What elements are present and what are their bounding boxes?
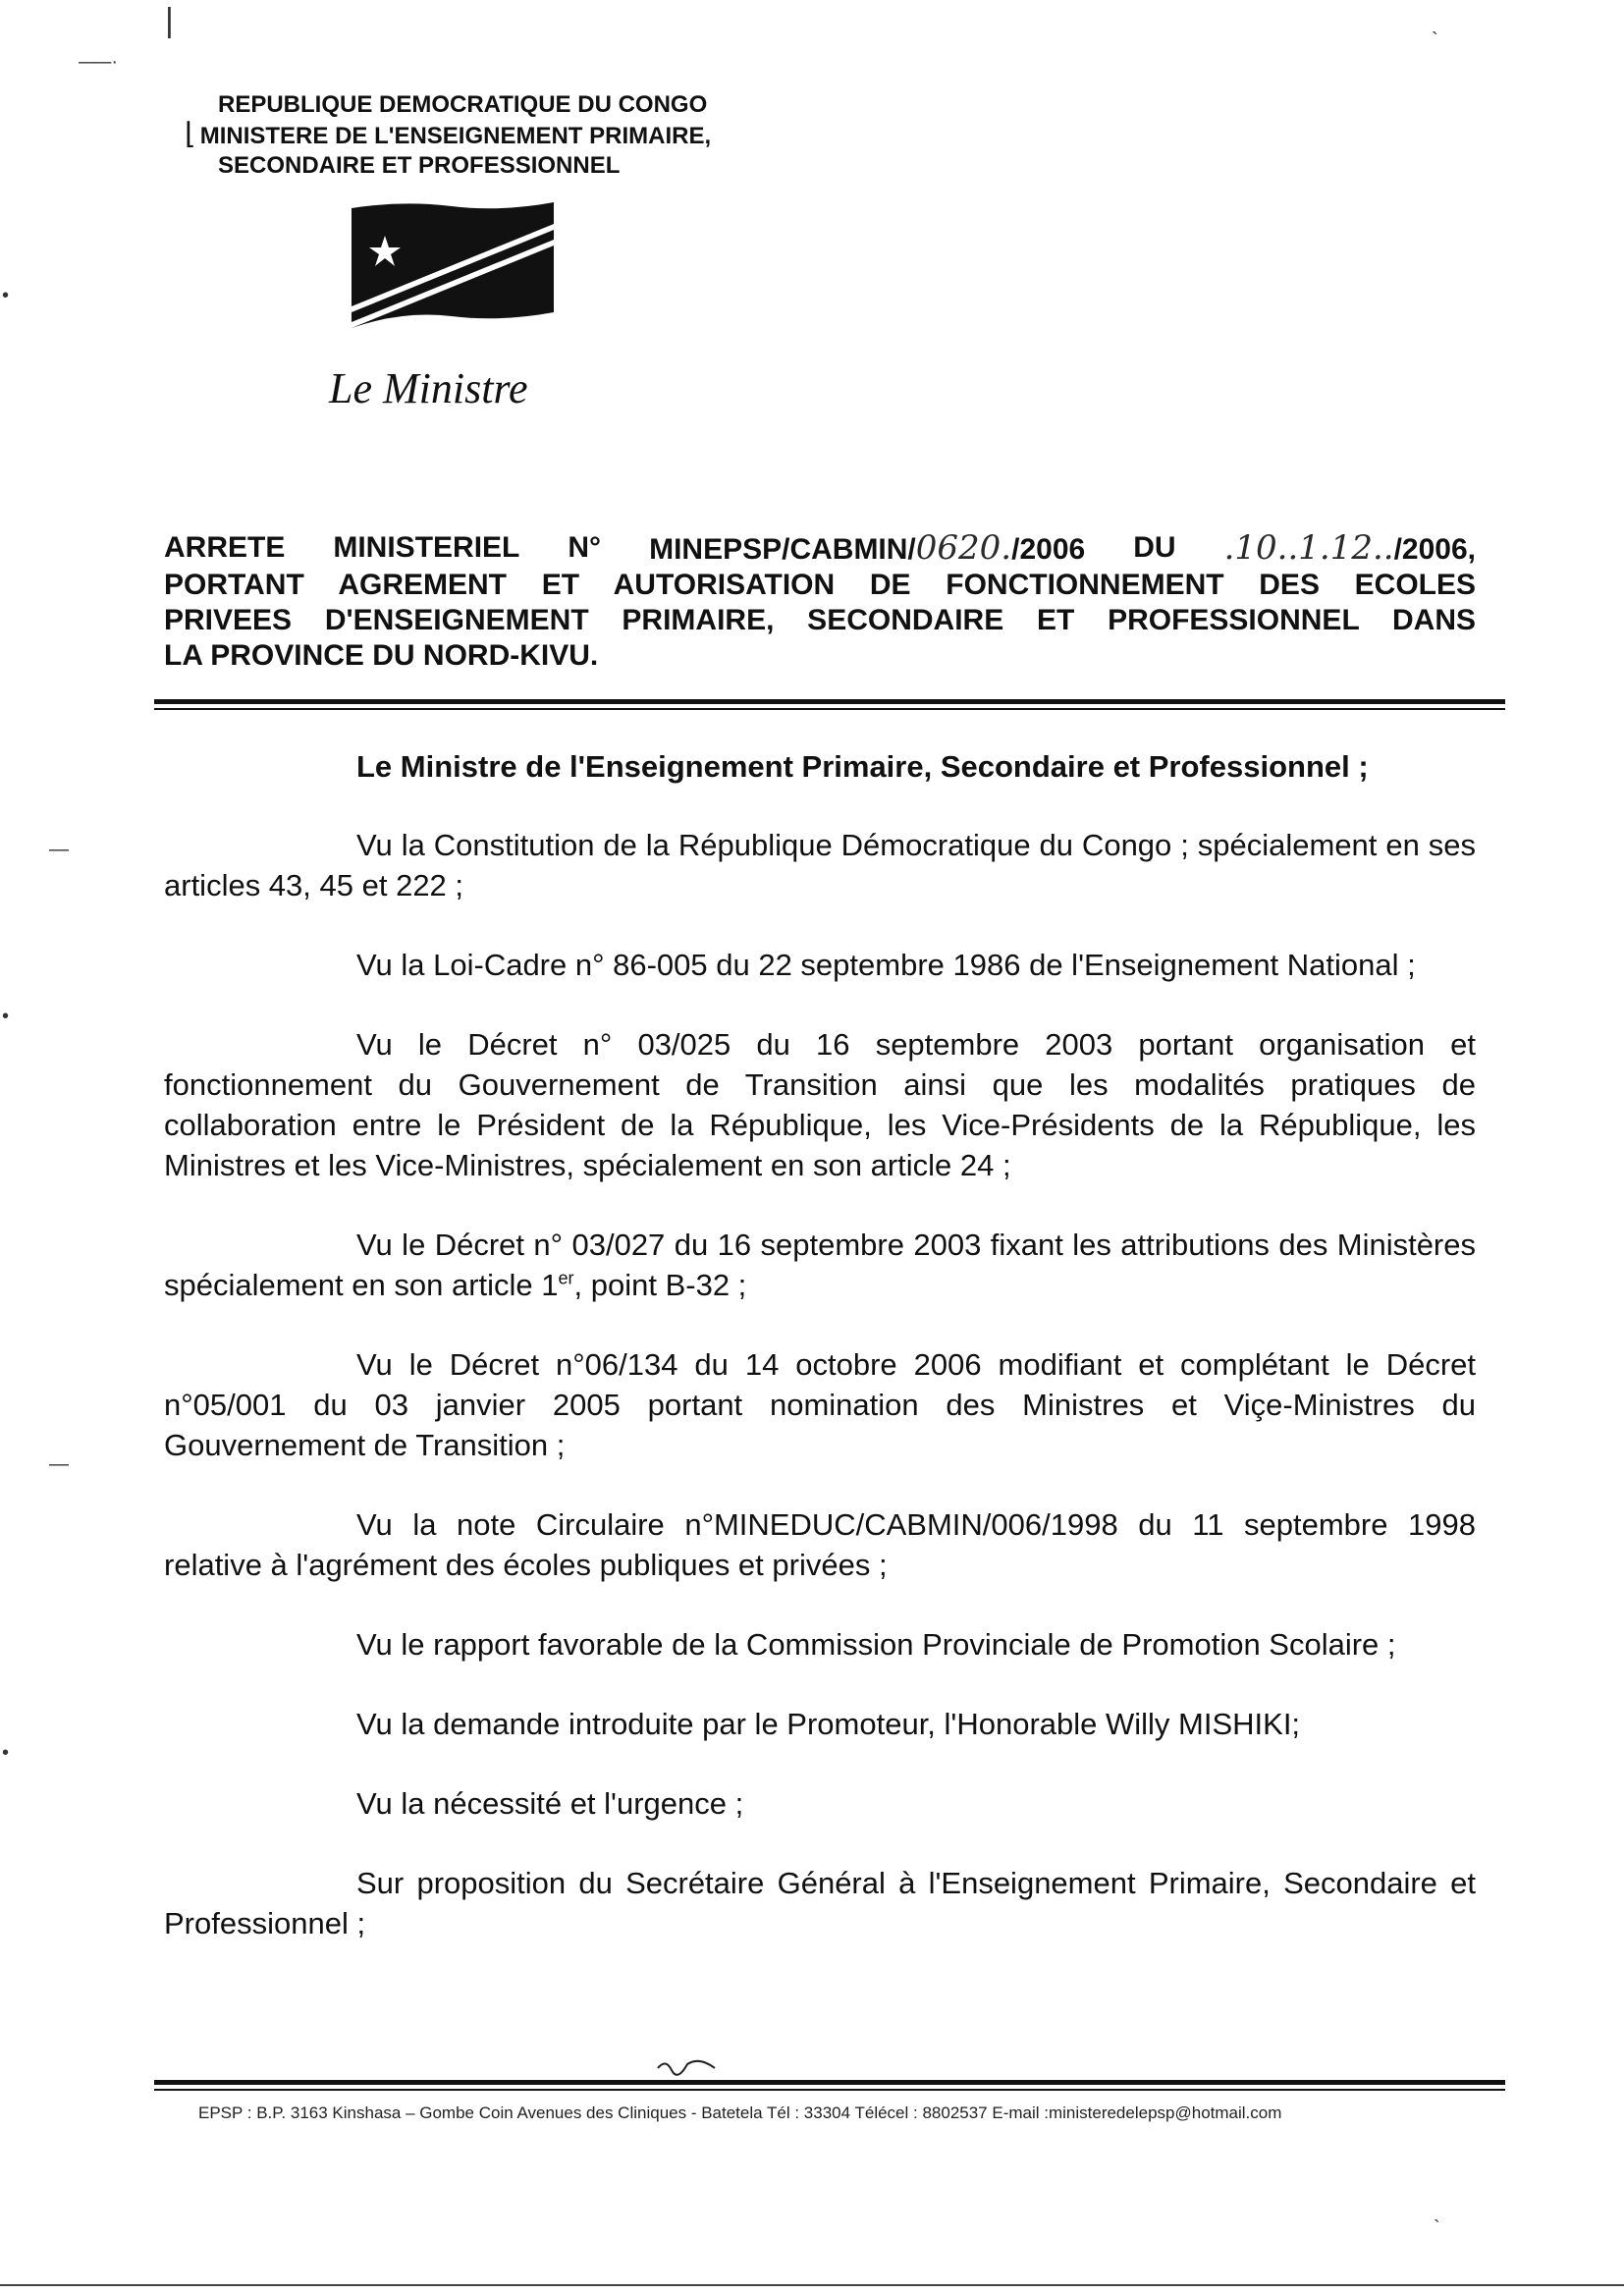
footer-divider-thick <box>154 2080 1505 2085</box>
drc-flag-emblem <box>344 196 560 334</box>
handwritten-bracket: ⌊ <box>185 118 196 150</box>
scan-mark: ` <box>1432 29 1438 51</box>
handwritten-decree-date: .10..1.12.. <box>1223 528 1394 568</box>
title-line-3: PRIVEES D'ENSEIGNEMENT PRIMAIRE, SECONDAIRE ET PROFESSIONNEL DANS <box>164 604 1476 636</box>
ministry-name-line1: MINISTERE DE L'ENSEIGNEMENT PRIMAIRE, <box>199 123 712 149</box>
title-line-2: PORTANT AGREMENT ET AUTORISATION DE FONCTIONNEMENT DES ECOLES <box>164 569 1476 601</box>
title-line-1: ARRETE MINISTERIEL N° MINEPSP/CABMIN/0620./2006 DU .10..1.12../2006, <box>164 528 1476 568</box>
decree-body <box>164 746 1476 1943</box>
visa-note-circulaire: Vu la note Circulaire n°MINEDUC/CABMIN/006/1998 du 11 septembre 1998 relative à l'agrément des écoles publiques et privées ; <box>164 1507 1476 1582</box>
footer-contact: EPSP : B.P. 3163 Kinshasa – Gombe Coin Avenues des Cliniques - Batetela Tél : 33304 Télécel : 8802537 E-mail :ministeredelepsp@hotmail.com <box>198 2103 1282 2122</box>
visa-loi-cadre: Vu la Loi-Cadre n° 86-005 du 22 septembre 1986 de l'Enseignement National ; <box>356 948 1416 982</box>
title-divider-thick <box>154 699 1505 704</box>
minister-title: Le Ministre <box>329 364 528 412</box>
title-divider-thin <box>154 708 1505 710</box>
visa-constitution: Vu la Constitution de la République Démocratique du Congo ; spécialement en ses articles 43, 45 et 222 ; <box>164 828 1476 902</box>
visa-rapport-commission: Vu le rapport favorable de la Commission Provinciale de Promotion Scolaire ; <box>356 1627 1396 1662</box>
scan-mark: • <box>2 285 10 306</box>
footer-divider-thin <box>154 2089 1505 2091</box>
scan-mark: • <box>2 1742 10 1764</box>
scan-mark: — <box>49 1453 69 1475</box>
page-bottom-edge <box>0 2284 1624 2286</box>
scan-mark: • <box>2 1006 10 1027</box>
handwritten-initials <box>654 2050 723 2080</box>
ministry-name-line2: SECONDAIRE ET PROFESSIONNEL <box>218 152 621 179</box>
visa-decret-06-134: Vu le Décret n°06/134 du 14 octobre 2006 modifiant et complétant le Décret n°05/001 du 03 janvier 2005 portant nomination des Ministres et Viçe-Ministres du Gouvernement de Transition ; <box>164 1347 1476 1462</box>
scan-mark: | <box>165 2 174 39</box>
visa-proposition: Sur proposition du Secrétaire Général à l'Enseignement Primaire, Secondaire et Professionnel ; <box>164 1866 1476 1940</box>
title-line-4: LA PROVINCE DU NORD-KIVU. <box>164 639 599 672</box>
country-name: REPUBLIQUE DEMOCRATIQUE DU CONGO <box>218 91 708 118</box>
visa-necessite: Vu la nécessité et l'urgence ; <box>356 1786 744 1821</box>
scan-mark: ` <box>1434 2217 1440 2239</box>
visa-decret-03-025: Vu le Décret n° 03/025 du 16 septembre 2003 portant organisation et fonctionnement du Gouvernement de Transition ainsi que les modalités pratiques de collaboration entre le Président de la République, les Vice-Présidents de la République, les Ministres et les Vice-Ministres, spécialement en son article 24 ; <box>164 1027 1476 1182</box>
scan-mark: — <box>49 839 69 860</box>
letterhead <box>185 90 712 181</box>
scan-mark: –––· <box>79 51 119 73</box>
intro-minister: Le Ministre de l'Enseignement Primaire, Secondaire et Professionnel ; <box>356 749 1369 784</box>
handwritten-decree-number: 0620. <box>915 528 1012 568</box>
decree-title <box>164 530 1476 674</box>
visa-demande-promoteur: Vu la demande introduite par le Promoteur, l'Honorable Willy MISHIKI; <box>356 1707 1301 1741</box>
visa-decret-03-027: Vu le Décret n° 03/027 du 16 septembre 2003 fixant les attributions des Ministères spécialement en son article 1er, point B-32 ; <box>164 1228 1476 1302</box>
